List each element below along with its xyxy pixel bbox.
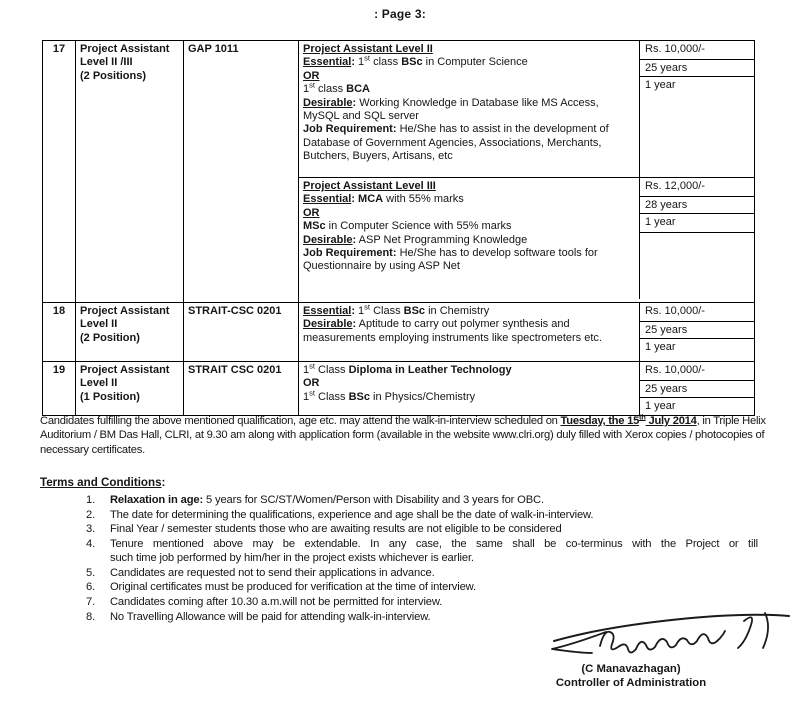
term-item (86, 581, 758, 595)
qualification-stipend-group (299, 41, 754, 302)
stipend-age-tenure-stack (640, 41, 754, 177)
qualification-cell (299, 178, 640, 299)
table-row-17 (43, 41, 754, 302)
term-item (86, 494, 758, 508)
qualification-cell (299, 41, 640, 177)
term-item (86, 509, 758, 523)
vacancies-table (42, 40, 755, 416)
text-line: Project Assistant Level III (303, 180, 436, 192)
stipend-cell: Rs. 10,000/- (640, 362, 754, 381)
text-line: No Travelling Allowance will be paid for attending walk-in-interview. (110, 610, 431, 623)
text-line: Original certificates must be produced for verification at the time of interview. (110, 581, 476, 594)
text-line: OR (303, 377, 320, 390)
term-number: 1. (86, 494, 96, 506)
text-line: Candidates are requested not to send their applications in advance. (110, 566, 435, 579)
text-line: Project Assistant (80, 305, 170, 317)
term-text (110, 523, 758, 537)
project-code-cell: GAP 1011 (184, 41, 299, 302)
serial-number-cell: 18 (43, 303, 76, 361)
signature-scribble (548, 604, 794, 660)
tenure-cell: 1 year (640, 214, 754, 233)
serial-number-cell: 17 (43, 41, 76, 302)
serial-number-cell: 19 (43, 362, 76, 415)
empty-cell (640, 233, 754, 299)
text-line: Candidates coming after 10.30 a.m.will not be permitted for interview. (110, 595, 443, 608)
term-text (110, 538, 758, 565)
term-text (110, 509, 758, 523)
subrow-level-3 (299, 177, 754, 299)
term-number: 7. (86, 595, 96, 608)
term-item (86, 567, 758, 581)
term-item (86, 538, 758, 565)
signatory-block (524, 662, 738, 690)
age-limit-cell: 25 years (640, 60, 754, 77)
tenure-cell: 1 year (645, 341, 676, 353)
text-line: Relaxation in age: 5 years for SC/ST/Women/Person with Disability and 3 years for OBC. (110, 494, 544, 506)
term-number: 6. (86, 581, 96, 594)
text-line: Desirable: Working Knowledge in Database like MS Access, MySQL and SQL server (303, 96, 599, 123)
text-line: Project Assistant (80, 364, 170, 376)
walkin-interview-paragraph: Candidates fulfilling the above mentioned qualification, age etc. may attend the walk-in-interview scheduled on Tuesday, the 15th July 2014, in Triple Helix Auditorium / BM Das Hall, CLRI, at 9.30 am along with application form (available in the website www.clri.org) duly filled with Xerox copies / photocopies of necessary certificates. (40, 412, 766, 456)
text-line: Project Assistant (80, 43, 170, 55)
table-row-18 (43, 302, 754, 361)
project-code-cell: STRAIT-CSC 0201 (184, 303, 299, 361)
project-code-cell: STRAIT CSC 0201 (184, 362, 299, 415)
term-number: 4. (86, 538, 96, 551)
text-line: Essential: MCA with 55% marks (303, 193, 464, 206)
term-number: 5. (86, 566, 96, 579)
subrow-level-2 (299, 41, 754, 177)
text-line: 1st Class BSc in Physics/Chemistry (303, 388, 476, 403)
age-limit-cell: 28 years (640, 197, 754, 214)
age-limit-cell: 25 years (640, 381, 754, 398)
qualification-cell (299, 362, 640, 415)
text-line: such time job performed by him/her in the project exists whichever is earlier. (110, 551, 474, 564)
stipend-age-tenure-stack (640, 303, 754, 361)
text-line: The date for determining the qualifications, experience and age shall be the date of walk-in-interview. (110, 508, 594, 521)
stipend-cell: Rs. 10,000/- (640, 41, 754, 60)
text-line: Desirable: Aptitude to carry out polymer synthesis and measurements employing instruments like spectrometers etc. (303, 318, 602, 344)
tenure-cell: 1 year (645, 79, 676, 91)
subrow-single (299, 362, 754, 415)
term-item (86, 523, 758, 537)
signatory-title: Controller of Administration (555, 677, 707, 689)
text-line: 1st class BCA (303, 80, 370, 96)
text-line: Level II (80, 377, 118, 390)
position-cell (76, 303, 184, 361)
text-line: Essential: 1st class BSc in Computer Science (303, 53, 528, 69)
text-line: OR (303, 206, 320, 219)
page-number-header: : Page 3: (374, 7, 426, 21)
subrow-single (299, 303, 754, 361)
stipend-cell: Rs. 12,000/- (640, 178, 754, 197)
position-cell (76, 41, 184, 302)
term-number: 8. (86, 610, 96, 623)
text-line: Level II (80, 318, 118, 331)
term-text (110, 494, 758, 508)
stipend-cell: Rs. 10,000/- (640, 303, 754, 322)
text-line: Tenure mentioned above may be extendable. In any case, the same shall be co-terminus with the Project or till (110, 538, 758, 551)
table-row-19 (43, 361, 754, 415)
text-line: (2 Positions) (80, 69, 147, 82)
qualification-stipend-group (299, 303, 754, 361)
text-line: 1st Class Diploma in Leather Technology (303, 362, 512, 376)
qualification-stipend-group (299, 362, 754, 415)
text-line: Job Requirement: He/She has to develop software tools for Questionnaire by using ASP Net (303, 247, 598, 273)
stipend-age-tenure-stack (640, 178, 754, 299)
signatory-name: (C Manavazhagan) (581, 663, 681, 675)
position-cell (76, 362, 184, 415)
text-line: Essential: 1st Class BSc in Chemistry (303, 303, 490, 317)
stipend-age-tenure-stack (640, 362, 754, 415)
text-line: Final Year / semester students those who are awaiting results are not eligible to be considered (110, 523, 562, 536)
term-number: 3. (86, 523, 96, 536)
text-line: (1 Position) (80, 390, 140, 403)
text-line: MSc in Computer Science with 55% marks (303, 220, 512, 233)
text-line: Level II /III (80, 56, 133, 69)
text-line: Project Assistant Level II (303, 43, 433, 55)
age-limit-cell: 25 years (640, 322, 754, 339)
term-text (110, 567, 758, 581)
qualification-cell (299, 303, 640, 361)
term-text (110, 581, 758, 595)
text-line: Job Requirement: He/She has to assist in the development of Database of Government Agencies, Associations, Merchants, Butchers, Buyers, Artisans, etc (303, 123, 609, 163)
text-line: Desirable: ASP Net Programming Knowledge (303, 233, 528, 246)
text-line: OR (303, 69, 320, 82)
term-number: 2. (86, 508, 96, 521)
terms-heading: Terms and Conditions: (40, 476, 166, 489)
text-line: (2 Position) (80, 331, 140, 344)
tenure-cell: 1 year (645, 400, 676, 412)
